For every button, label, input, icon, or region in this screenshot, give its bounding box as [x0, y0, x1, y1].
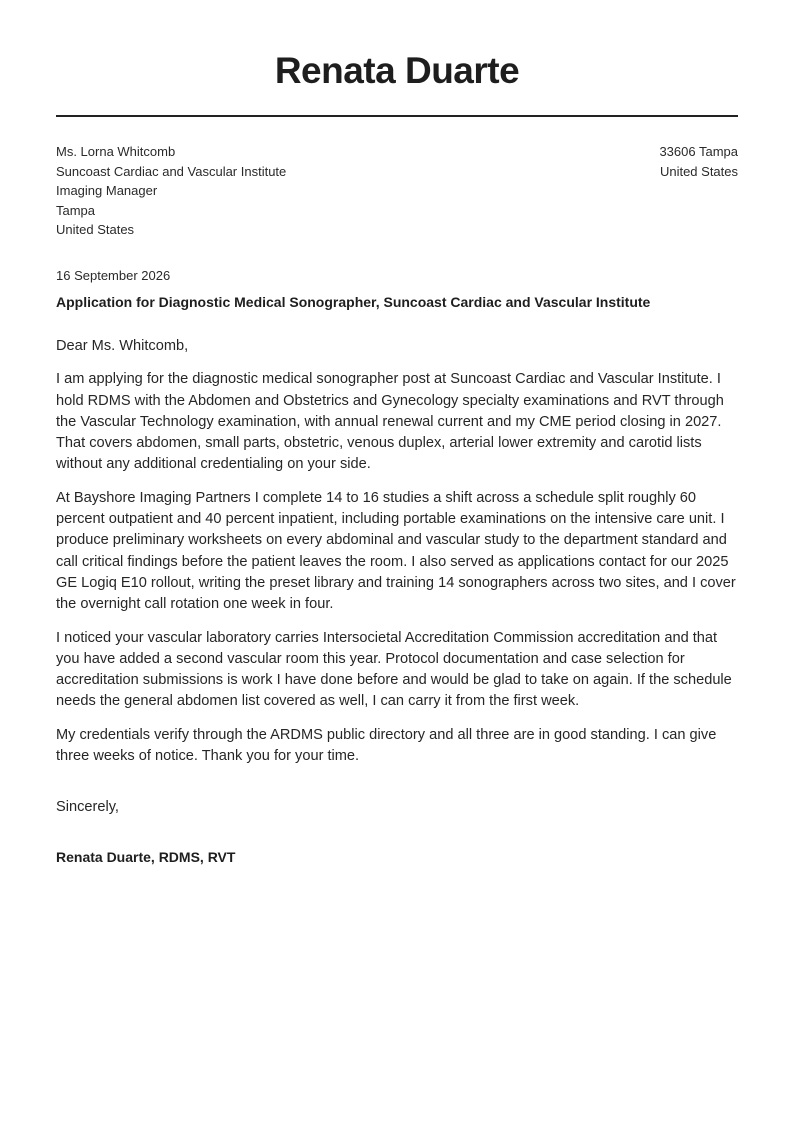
recipient-country: United States: [56, 222, 135, 237]
recipient-city: Tampa: [56, 202, 96, 218]
sender-country: United States: [659, 163, 738, 179]
body-paragraph-2: At Bayshore Imaging Partners I complete 14 to 16 studies a shift across a schedule split roughly 60 percent outpatient and 40 percent inpatient, including portable examinations on the intensive care unit. I produce preliminary worksheets on every abdominal and vascular study to the department standard and call critical findings before the patient leaves the room. I also served as applications contact for our 2025 GE Logiq E10 rollout, writing the preset library and training 14 sonographers across two sites, and I cover the overnight call rotation one week in four.: [56, 489, 736, 613]
body-paragraph-1: I am applying for the diagnostic medical sonographer post at Suncoast Cardiac and Vascular Institute. I hold RDMS with the Abdomen and Obstetrics and Gynecology specialty examinations and RVT through the Vascular Technology examination, with annual renewal current and my CME period closing in 2027. That covers abdomen, small parts, obstetric, venous duplex, arterial lower extremity and carotid lists without any additional credentialing on your side.: [56, 371, 724, 473]
letter-closing: Sincerely,: [56, 799, 119, 815]
letter-subject: Application for Diagnostic Medical Sonographer, Suncoast Cardiac and Vascular Institute: [56, 294, 651, 310]
header-divider: [56, 115, 738, 117]
body-paragraph-3: I noticed your vascular laboratory carries Intersocietal Accreditation Commission accreditation and that you have added a second vascular room this year. Protocol documentation and case selection for accreditation submissions is work I have done before and would be glad to take on again. If the schedule needs the general abdomen list covered as well, I can carry it from the first week.: [56, 629, 732, 710]
letter-body: [56, 336, 738, 779]
recipient-name: Ms. Lorna Whitcomb: [56, 144, 176, 159]
sender-postal-city: 33606 Tampa: [659, 144, 738, 159]
signature-name: Renata Duarte, RDMS, RVT: [56, 849, 236, 865]
body-paragraph-4: My credentials verify through the ARDMS public directory and all three are in good standing. I can give three weeks of notice. Thank you for your time.: [56, 726, 717, 765]
recipient-organization: Suncoast Cardiac and Vascular Institute: [56, 163, 287, 179]
recipient-title: Imaging Manager: [56, 183, 158, 198]
applicant-name: Renata Duarte: [274, 50, 520, 91]
salutation: Dear Ms. Whitcomb,: [56, 338, 189, 354]
letter-date: 16 September 2026: [56, 268, 171, 283]
sender-address: [659, 142, 738, 181]
recipient-address: [56, 142, 286, 240]
